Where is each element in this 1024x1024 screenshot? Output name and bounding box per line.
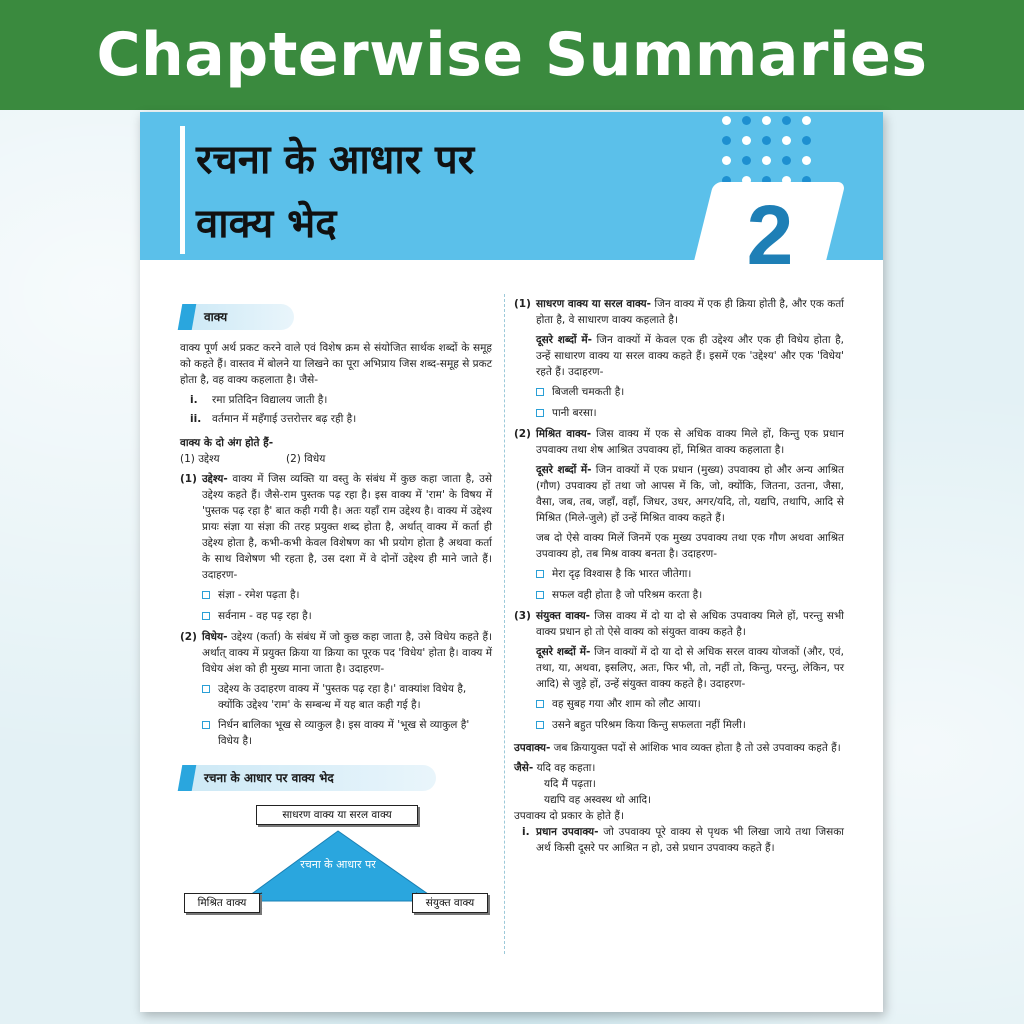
item-text: जो उपवाक्य पूरे वाक्य से पृथक भी लिखा जाये तथा जिसका अर्थ किसी दूसरे पर आश्रित न हो, उसे प्रधान उपवाक्य कहते हैं। bbox=[536, 826, 844, 854]
decorative-dot bbox=[722, 136, 731, 145]
item-number: (3) bbox=[514, 610, 531, 622]
decorative-dot bbox=[782, 156, 791, 165]
checkbox-bullet-icon bbox=[536, 700, 544, 708]
part-item: (2) विधेय bbox=[286, 453, 326, 465]
bullet-item bbox=[536, 717, 844, 734]
decorative-dot bbox=[802, 136, 811, 145]
column-divider bbox=[504, 294, 505, 954]
example-item bbox=[190, 411, 492, 427]
example-number: i. bbox=[190, 394, 198, 406]
bullet-text: निर्धन बालिका भूख से व्याकुल है। इस वाक्य में 'भूख से व्याकुल है' विधेय है। bbox=[218, 719, 470, 747]
decorative-dot bbox=[762, 116, 771, 125]
bullet-item bbox=[202, 717, 492, 749]
other-words-text: जिन वाक्यों में केवल एक ही उद्देश्य और एक ही विधेय होता है, उन्हें साधारण वाक्य या सरल वाक्य कहते हैं। इसमें एक 'उद्देश्य' और एक 'विधेय' रहते हैं। उदाहरण- bbox=[536, 334, 844, 378]
bullet-text: बिजली चमकती है। bbox=[552, 386, 625, 398]
jaise-line: यदि मैं पढ़ता। bbox=[544, 778, 596, 790]
diagram-box-mixed: मिश्रित वाक्य bbox=[184, 893, 260, 913]
checkbox-bullet-icon bbox=[536, 409, 544, 417]
item-number: (1) bbox=[514, 298, 531, 310]
decorative-dot bbox=[722, 116, 731, 125]
heading-pill bbox=[186, 304, 294, 330]
upavakya-text: जब क्रियायुक्त पदों से आंशिक भाव व्यक्त होता है तो उसे उपवाक्य कहते हैं। bbox=[550, 742, 841, 754]
chapter-title-line2: वाक्य भेद bbox=[196, 200, 337, 247]
upavakya-types: उपवाक्य दो प्रकार के होते हैं। bbox=[514, 810, 624, 822]
section-heading-vakya bbox=[180, 304, 492, 330]
parts-list bbox=[180, 451, 492, 467]
bullet-text: मेरा दृढ़ विश्वास है कि भारत जीतेगा। bbox=[552, 568, 692, 580]
banner-title: Chapterwise Summaries bbox=[96, 20, 928, 90]
diagram-box-simple: साधरण वाक्य या सरल वाक्य bbox=[256, 805, 418, 825]
upavakya-term: उपवाक्य- bbox=[514, 742, 551, 754]
other-words-term: दूसरे शब्दों में- bbox=[536, 334, 593, 346]
jaise-line: यदि वह कहता। bbox=[533, 762, 596, 774]
chapter-header bbox=[140, 112, 883, 282]
other-words-term: दूसरे शब्दों में- bbox=[536, 646, 591, 658]
item-term: प्रधान उपवाक्य- bbox=[536, 826, 599, 838]
checkbox-bullet-icon bbox=[536, 570, 544, 578]
item-number: (2) bbox=[180, 631, 197, 643]
bullet-item bbox=[536, 384, 844, 401]
item-term: विधेय- bbox=[202, 631, 228, 643]
item-text: वाक्य में जिस व्यक्ति या वस्तु के संबंध में कुछ कहा जाता है, उसे उद्देश्य कहते हैं। जैसे-राम पुस्तक पढ़ रहा है। इस वाक्य में 'राम' के विषय में 'पुस्तक पढ़ रहा है' बात कही गयी है। अतः यहाँ राम उद्देश्य है। वाक्य में उद्देश्य प्रायः संज्ञा या संज्ञा की तरह प्रयुक्त शब्द होता है, अर्थात् वाक्य में कर्ता ही उद्देश्य होता है, कभी-कभी केवल विशेषण का भी प्रयोग होता है अथवा कर्ता के साथ विशेषण भी रहता है, उस दशा में वे दोनों उद्देश्य ही माने जाते हैं। उदाहरण- bbox=[202, 473, 492, 581]
chapter-number: 2 bbox=[746, 188, 794, 282]
simple-sentence-item bbox=[514, 296, 844, 328]
header-bar bbox=[180, 126, 185, 254]
item-number: (1) bbox=[180, 473, 197, 485]
chapter-title bbox=[196, 128, 716, 256]
section-heading-bhed bbox=[180, 765, 492, 791]
bullet-text: सर्वनाम - वह पढ़ रहा है। bbox=[218, 610, 312, 622]
checkbox-bullet-icon bbox=[536, 721, 544, 729]
decorative-dot bbox=[782, 116, 791, 125]
bullet-item bbox=[202, 608, 492, 625]
pradhan-item bbox=[522, 824, 844, 856]
item-text: उद्देश्य (कर्ता) के संबंध में जो कुछ कहा जाता है, उसे विधेय कहते हैं। अर्थात् वाक्य में प्रयुक्त क्रिया या क्रिया का पूरक पद 'विधेय' होता है। वाक्य में विधेय अंश को ही मुख्य माना जाता है। उदाहरण- bbox=[202, 631, 492, 675]
part-item: (1) उद्देश्य bbox=[180, 453, 220, 465]
diagram-box-compound: संयुक्त वाक्य bbox=[412, 893, 488, 913]
bullet-item bbox=[536, 405, 844, 422]
sentence-type-diagram bbox=[180, 801, 492, 951]
compound-sentence-item bbox=[514, 608, 844, 640]
vidheya-item bbox=[180, 629, 492, 677]
jaise-term: जैसे- bbox=[514, 762, 534, 774]
item-number: (2) bbox=[514, 428, 531, 440]
other-words-text: जिन वाक्यों में दो या दो से अधिक सरल वाक्य योजकों (और, एवं, तथा, या, अथवा, इसलिए, अतः, फिर भी, तो, नहीं तो, किन्तु, परन्तु, लेकिन, पर आदि) से जुड़े हों, उन्हें संयुक्त वाक्य कहते है। उदाहरण- bbox=[536, 646, 844, 690]
bullet-text: संज्ञा - रमेश पढ़ता है। bbox=[218, 589, 300, 601]
bullet-text: उसने बहुत परिश्रम किया किन्तु सफलता नहीं मिली। bbox=[552, 719, 746, 731]
chapter-title-line1: रचना के आधार पर bbox=[196, 136, 475, 183]
banner bbox=[0, 0, 1024, 110]
other-words-term: दूसरे शब्दों में- bbox=[536, 464, 592, 476]
decorative-dot bbox=[802, 116, 811, 125]
jaise-line: यद्यपि वह अस्वस्थ थो आदि। bbox=[544, 794, 652, 806]
checkbox-bullet-icon bbox=[202, 591, 210, 599]
item-term: संयुक्त वाक्य- bbox=[536, 610, 591, 622]
item-text: जिस वाक्य में दो या दो से अधिक उपवाक्य मिले हों, परन्तु सभी वाक्य प्रधान हो तो ऐसे वाक्य को संयुक्त वाक्य कहते है। bbox=[536, 610, 844, 638]
heading-label: वाक्य bbox=[204, 310, 228, 324]
other-words-text: जिन वाक्यों में एक प्रधान (मुख्य) उपवाक्य हो और अन्य आश्रित (गौण) उपवाक्य हों तथा जो आपस में कि, जो, क्योंकि, जितना, उतना, जैसा, वैसा, जब, तब, जहाँ, वहाँ, जिधर, उधर, अगर/यदि, तो, यद्यपि, तथापि, आदि से मिश्रित (मिले-जुले) हों उन्हें मिश्रित वाक्य कहते हैं। bbox=[536, 464, 844, 524]
item-number: i. bbox=[522, 826, 530, 838]
decorative-dot bbox=[722, 156, 731, 165]
bullet-text: उद्देश्य के उदाहरण वाक्य में 'पुस्तक पढ़ रहा है।' वाक्यांश विधेय है, क्योंकि उद्देश्य 'राम' के सम्बन्ध में यह बात कही गई है। bbox=[218, 683, 467, 711]
book-page bbox=[140, 112, 883, 1012]
item-text: जिन वाक्य में एक ही क्रिया होती है, और एक कर्ता होता है, वे साधारण वाक्य कहलाते है। bbox=[536, 298, 844, 326]
example-number: ii. bbox=[190, 413, 202, 425]
example-text: वर्तमान में महँगाई उत्तरोत्तर बढ़ रही है। bbox=[212, 413, 357, 425]
decorative-dot bbox=[762, 156, 771, 165]
checkbox-bullet-icon bbox=[202, 721, 210, 729]
decorative-dot bbox=[742, 156, 751, 165]
mixed-extra-text: जब दो ऐसे वाक्य मिलें जिनमें एक मुख्य उपवाक्य तथा एक गौण अथवा आश्रित उपवाक्य हो, तब मिश्र वाक्य बनता है। उदाहरण- bbox=[536, 532, 844, 560]
item-term: उद्देश्य- bbox=[202, 473, 228, 485]
checkbox-bullet-icon bbox=[536, 591, 544, 599]
item-term: साधरण वाक्य या सरल वाक्य- bbox=[536, 298, 652, 310]
heading-label: रचना के आधार पर वाक्य भेद bbox=[204, 771, 334, 785]
bullet-item bbox=[536, 566, 844, 583]
bullet-item bbox=[202, 587, 492, 604]
mixed-sentence-item bbox=[514, 426, 844, 458]
item-text: जिस वाक्य में एक से अधिक वाक्य मिले हों, किन्तु एक प्रधान उपवाक्य तथा शेष आश्रित उपवाक्य हों, मिश्रित वाक्य कहलाता है। bbox=[536, 428, 844, 456]
item-term: मिश्रित वाक्य- bbox=[536, 428, 592, 440]
decorative-dot bbox=[802, 156, 811, 165]
checkbox-bullet-icon bbox=[202, 685, 210, 693]
intro-paragraph: वाक्य पूर्ण अर्थ प्रकट करने वाले एवं विशेष क्रम से संयोजित सार्थक शब्दों के समूह को कहते हैं। वास्तव में बोलने या लिखने का पूरा अभिप्राय जिस शब्द-समूह से प्रकट होता है, वह वाक्य कहलाता है। जैसे- bbox=[180, 342, 492, 386]
checkbox-bullet-icon bbox=[536, 388, 544, 396]
bullet-text: पानी बरसा। bbox=[552, 407, 597, 419]
parts-heading: वाक्य के दो अंग होते हैं- bbox=[180, 437, 274, 449]
decorative-dot bbox=[762, 136, 771, 145]
right-column bbox=[514, 296, 844, 859]
bullet-item bbox=[536, 696, 844, 713]
decorative-dot bbox=[782, 136, 791, 145]
bullet-item bbox=[536, 587, 844, 604]
example-item bbox=[190, 392, 492, 408]
diagram-center-label: रचना के आधार पर bbox=[300, 858, 376, 871]
left-column bbox=[180, 304, 492, 951]
decorative-dot bbox=[742, 136, 751, 145]
checkbox-bullet-icon bbox=[202, 612, 210, 620]
bullet-item bbox=[202, 681, 492, 713]
uddeshya-item bbox=[180, 471, 492, 583]
diagram-triangle bbox=[180, 801, 492, 951]
bullet-text: वह सुबह गया और शाम को लौट आया। bbox=[552, 698, 701, 710]
decorative-dot bbox=[742, 116, 751, 125]
example-text: रमा प्रतिदिन विद्यालय जाती है। bbox=[212, 394, 328, 406]
bullet-text: सफल वही होता है जो परिश्रम करता है। bbox=[552, 589, 703, 601]
